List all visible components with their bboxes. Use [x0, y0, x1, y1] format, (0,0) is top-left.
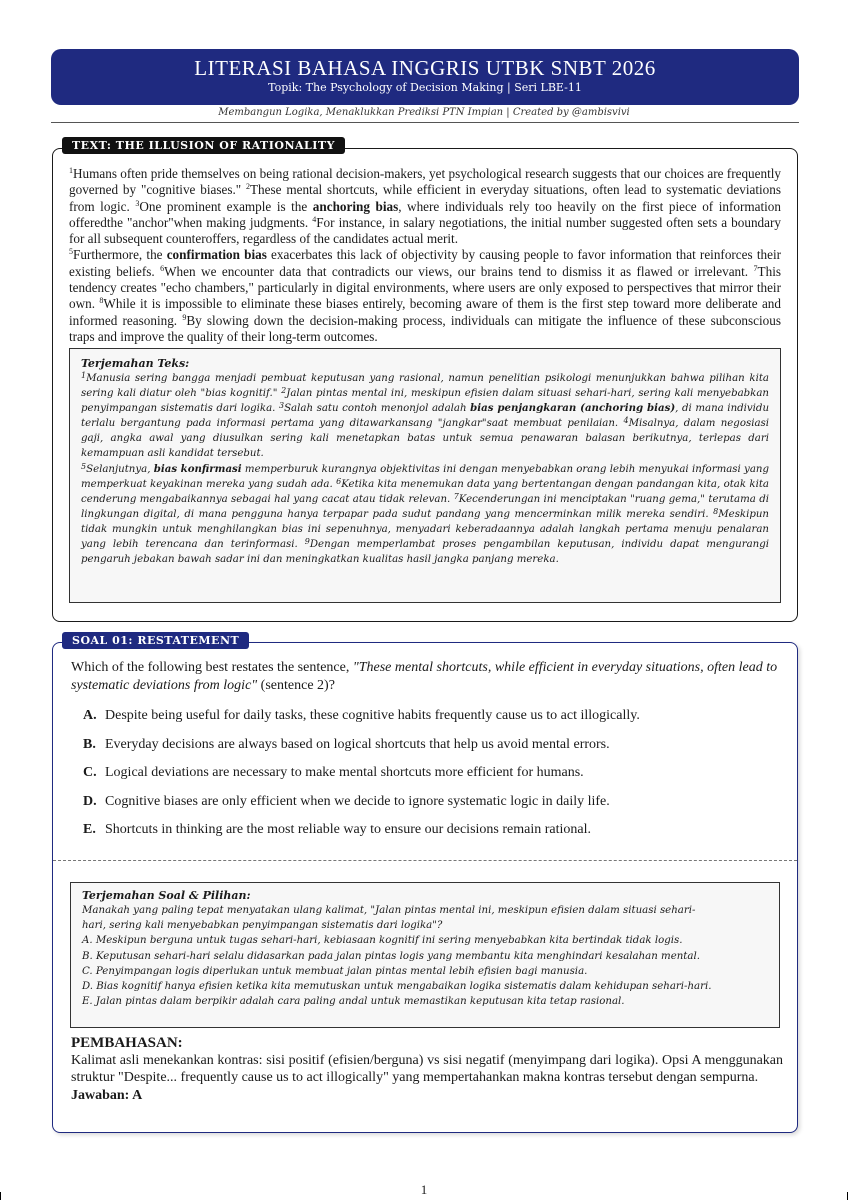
translation-line: C. Penyimpangan logis diperlukan untuk membuat jalan pintas mental lebih efisien bagi manusia.: [82, 965, 588, 977]
pembahasan-heading: PEMBAHASAN:: [71, 1035, 183, 1051]
dashed-divider: [53, 860, 797, 861]
passage-text: $^1$Humans often pride themselves on being rational decision-makers, yet psychological research suggests that our choices are frequently governed by "cognitive biases." $^2$These mental shortcuts, while efficient in everyday situations, often lead to systematic deviations from logic. $^3$One prominent example is the anchoring bias, where individuals rely too heavily on the first piece of information offeredthe "anchor"when making judgments. $^4$For instance, in salary negotiations, the initial number suggested often sets a boundary for all subsequent counteroffers, regardless of the candidates actual merit. $^5$Furthermore, the confirmation bias exacerbates this lack of objectivity by causing people to favor information that reinforces their existing beliefs. $^6$When we encounter data that contradicts our views, our brains tend to dismiss it as flawed or irrelevant. $^7$This tendency creates "echo chambers," particularly in digital environments, where users are only exposed to perspectives that mirror their own. $^8$While it is impossible to eliminate these biases entirely, becoming aware of them is the first step toward more deliberate and informed reasoning. $^9$By slowing down the decision-making process, individuals can mitigate the influence of these subconscious traps and improve the quality of their long-term outcomes.: [69, 166, 782, 344]
option-letter: E.: [83, 822, 96, 837]
option-text: Cognitive biases are only efficient when we decide to ignore systematic logic in daily life.: [105, 793, 610, 809]
document-topic: Topik: The Psychology of Decision Making | Seri LBE-11: [268, 81, 582, 94]
option-text: Shortcuts in thinking are the most reliable way to ensure our decisions remain rational.: [105, 822, 591, 837]
option-letter: D.: [83, 793, 97, 809]
text-translation-body: $^1$Manusia sering bangga menjadi pembuat keputusan yang rasional, namun penelitian psikologi menunjukkan bahwa pilihan kita sering kali diatur oleh "bias kognitif." $^2$Jalan pintas mental ini, meskipun efisien dalam situasi sehari-hari, sering kali menyebabkan penyimpangan sistematis dari logika. $^3$Salah satu contoh menonjol adalah bias penjangkaran (anchoring bias), di mana individu terlalu bergantung pada informasi pertama yang ditawarkansang "jangkar"saat membuat penilaian. $^4$Misalnya, dalam negosiasi gaji, angka awal yang diusulkan sering kali menetapkan batas untuk semua penawaran balasan berikutnya, terlepas dari kemampuan asli kandidat tersebut. $^5$Selanjutnya, bias konfirmasi memperburuk kurangnya objektivitas ini dengan menyebabkan orang lebih menyukai informasi yang memperkuat keyakinan mereka yang sudah ada. $^6$Ketika kita menemukan data yang bertentangan dengan pandangan kita, otak kita cenderung mengabaikannya sebagai hal yang cacat atau tidak relevan. $^7$Kecenderungan ini menciptakan "ruang gema," terutama di lingkungan digital, di mana pengguna hanya terpapar pada sudut pandang yang mencerminkan milik mereka sendiri. $^8$Meskipun tidak mungkin untuk menghilangkan bias ini sepenuhnya, menyadari keberadaannya adalah langkah pertama menuju penalaran yang lebih terencana dan terinformasi. $^9$Dengan memperlambat proses pengambilan keputusan, individu dapat mengurangi pengaruh jebakan bawah sadar ini dan meningkatkan kualitas hasil jangka panjang mereka.: [81, 371, 770, 566]
pembahasan-section: [71, 1034, 783, 1105]
text-translation-heading: Terjemahan Teks:: [81, 357, 190, 370]
pembahasan-body: Kalimat asli menekankan kontras: sisi positif (efisien/berguna) vs sisi negatif (menyimpang dari logika). Opsi A menggunakan struktur "Despite... frequently cause us to act illogically" yang mempertahankan makna kontras tersebut dengan sempurna.: [71, 1053, 783, 1085]
text-section-tag: TEXT: THE ILLUSION OF RATIONALITY: [62, 137, 345, 154]
option-b[interactable]: [83, 736, 773, 765]
subline: Membangun Logika, Menaklukkan Prediksi PTN Impian | Created by @ambisvivi: [218, 107, 630, 118]
translation-line: E. Jalan pintas dalam berpikir adalah cara paling andal untuk memastikan keputusan kita tetap rasional.: [82, 996, 625, 1008]
question-translation-box: [70, 882, 780, 1028]
translation-line: B. Keputusan sehari-hari selalu didasarkan pada jalan pintas logis yang membantu kita menghindari kesalahan mental.: [82, 950, 700, 962]
option-text: Logical deviations are necessary to make mental shortcuts more efficient for humans.: [105, 765, 584, 780]
translation-line: A. Meskipun berguna untuk tugas sehari-hari, kebiasaan kognitif ini sering menyebabkan kita bertindak tidak logis.: [82, 935, 683, 947]
translation-line: D. Bias kognitif hanya efisien ketika kita memutuskan untuk mengabaikan logika sistematis dalam kehidupan sehari-hari.: [82, 981, 712, 993]
option-letter: A.: [83, 708, 97, 723]
header-divider: [51, 122, 799, 123]
option-letter: C.: [83, 765, 97, 780]
page-number: 1: [420, 1182, 428, 1197]
question-translation-heading: Terjemahan Soal & Pilihan:: [82, 889, 251, 902]
option-e[interactable]: [83, 821, 773, 850]
document-title: LITERASI BAHASA INGGRIS UTBK SNBT 2026: [194, 56, 656, 80]
translation-line: Manakah yang paling tepat menyatakan ulang kalimat, "Jalan pintas mental ini, meskipun efisien dalam situasi sehari-: [82, 905, 696, 916]
translation-line: hari, sering kali menyebabkan penyimpangan sistematis dari logika"?: [82, 920, 443, 932]
option-a[interactable]: [83, 707, 773, 736]
option-d[interactable]: [83, 793, 773, 822]
crop-mark-left: [0, 1192, 7, 1200]
question-tag: SOAL 01: RESTATEMENT: [62, 632, 249, 649]
option-letter: B.: [83, 736, 96, 752]
option-text: Despite being useful for daily tasks, these cognitive habits frequently cause us to act illogically.: [105, 708, 640, 723]
options-list: [83, 707, 773, 850]
text-section-box: [52, 148, 798, 622]
option-text: Everyday decisions are always based on logical shortcuts that help us avoid mental errors.: [105, 736, 610, 752]
answer-key: Jawaban: A: [71, 1088, 143, 1103]
question-box: [52, 642, 798, 1133]
stem-quote: "These mental shortcuts, while efficient in everyday situations, often lead to systematic deviations from logic": [71, 660, 778, 693]
crop-mark-right: [841, 1192, 848, 1200]
stem-after: (sentence 2)?: [257, 678, 335, 693]
option-c[interactable]: [83, 764, 773, 793]
text-translation-box: [69, 348, 781, 603]
stem-before: Which of the following best restates the sentence,: [71, 660, 353, 675]
question-stem: [71, 659, 783, 695]
page-header: [51, 49, 799, 105]
